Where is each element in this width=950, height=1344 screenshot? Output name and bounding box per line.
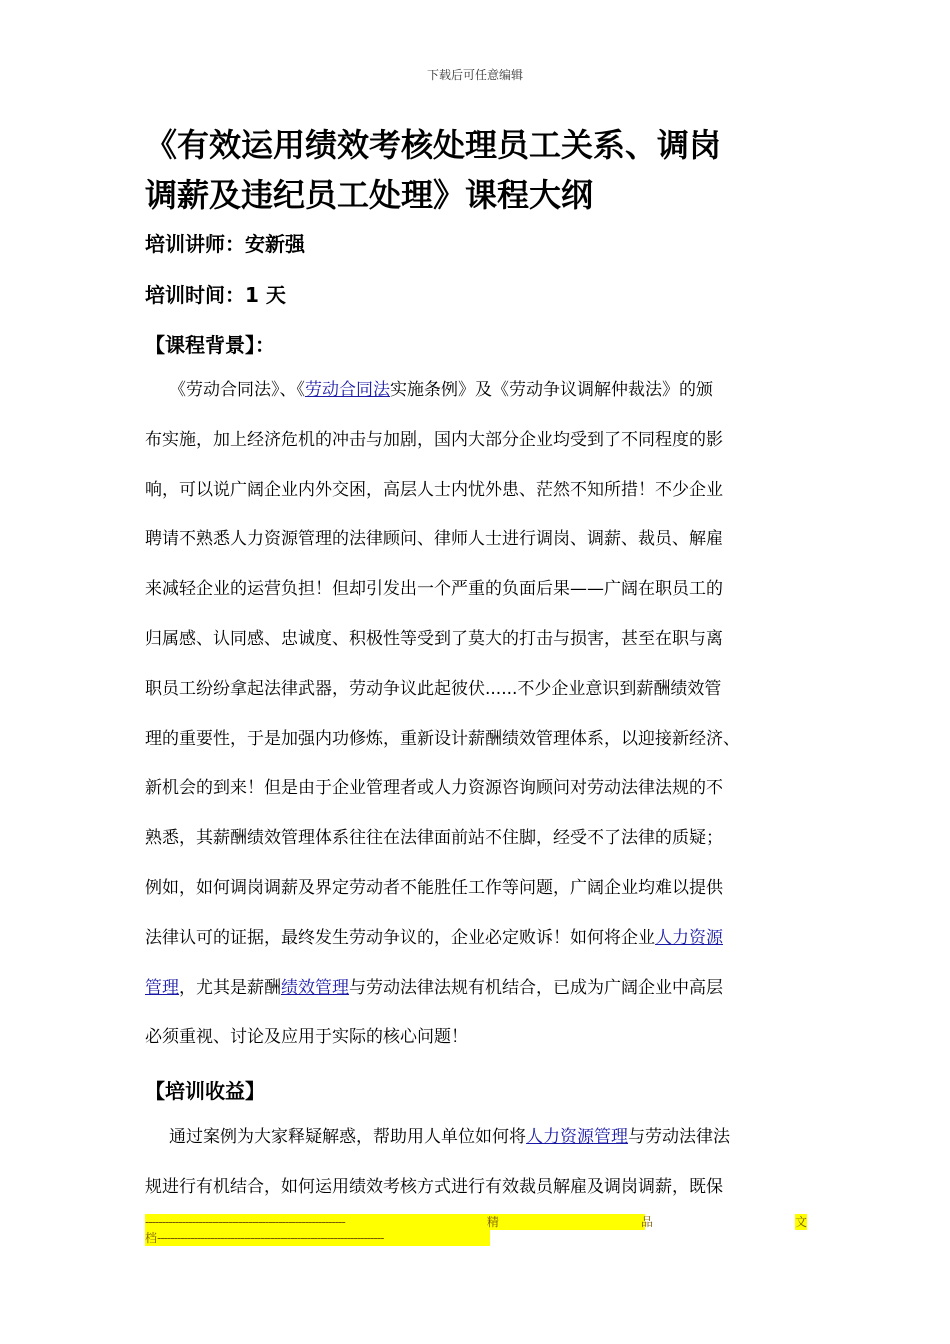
text-segment: ，尤其是薪酬 [179,977,281,998]
background-line: 新机会的到来！但是由于企业管理者或人力资源咨询顾问对劳动法律法规的不 [145,778,723,799]
link-hr-management[interactable]: 人力资源管理 [526,1127,628,1147]
link-labor-contract-law[interactable]: 劳动合同法 [305,380,390,400]
background-line: 来减轻企业的运营负担！但却引发出一个严重的负面后果——广阔在职员工的 [145,579,723,600]
background-line: 例如，如何调岗调薪及界定劳动者不能胜任工作等问题，广阔企业均难以提供 [145,877,723,898]
background-line [145,914,810,964]
text-segment: 法律认可的证据，最终发生劳动争议的，企业必定败诉！如何将企业 [145,927,655,948]
text-segment: 与劳动法律法 [628,1127,730,1147]
benefits-paragraph [145,1113,810,1213]
text-segment: 通过案例为大家释疑解惑，帮助用人单位如何将 [169,1127,526,1147]
footer-char: 档 [145,1231,158,1245]
footer-watermark [145,1214,807,1246]
text-segment: 与劳动法律法规有机结合，已成为广阔企业中高层 [349,977,723,998]
text-segment: 《劳动合同法》、《 [169,380,305,400]
footer-dashes: ------------------------------------------------------------ [145,1215,345,1229]
background-paragraph [145,366,810,1063]
lecturer-line: 培训讲师：安新强 [145,232,305,256]
footer-char: 精 [486,1215,499,1229]
background-line: 聘请不熟悉人力资源管理的法律顾问、律师人士进行调岗、调薪、裁员、解雇 [145,529,723,550]
link-human-resources[interactable]: 人力资源 [655,927,723,948]
title-line-1: 《有效运用绩效考核处理员工关系、调岗 [145,126,722,164]
link-performance-management[interactable]: 绩效管理 [281,977,349,998]
background-line: 布实施，加上经济危机的冲击与加剧，国内大部分企业均受到了不同程度的影 [145,429,723,450]
benefits-line: 规进行有机结合，如何运用绩效考核方式进行有效裁员解雇及调岗调薪，既保 [145,1176,723,1197]
document-title [145,120,825,220]
background-line: 职员工纷纷拿起法律武器，劳动争议此起彼伏......不少企业意识到薪酬绩效管 [145,678,722,699]
background-line: 必须重视、讨论及应用于实际的核心问题！ [145,1027,468,1048]
background-line: 响，可以说广阔企业内外交困，高层人士内忧外患、茫然不知所措！不少企业 [145,479,723,500]
benefits-heading: 【培训收益】 [145,1079,265,1103]
background-line [145,366,810,416]
header-note: 下载后可任意编辑 [426,68,523,82]
background-line [145,964,810,1014]
footer-char: 品 [640,1215,653,1229]
duration-line: 培训时间：1 天 [145,283,286,307]
title-line-2: 调薪及违纪员工处理》课程大纲 [145,176,594,214]
background-heading: 【课程背景】： [145,333,275,357]
background-line: 熟悉，其薪酬绩效管理体系往往在法律面前站不住脚，经受不了法律的质疑； [145,828,723,849]
link-management[interactable]: 管理 [145,977,179,998]
footer-row-1 [145,1214,807,1230]
footer-char: 文 [794,1215,807,1229]
background-line: 归属感、认同感、忠诚度、积极性等受到了莫大的打击与损害，甚至在职与离 [145,628,723,649]
footer-row-2 [145,1230,490,1246]
footer-dashes: -------------------------------------------------------------------- [157,1231,384,1245]
benefits-line [145,1113,810,1163]
text-segment: 实施条例》及《劳动争议调解仲裁法》的颁 [390,380,713,400]
background-line: 理的重要性，于是加强内功修炼，重新设计薪酬绩效管理体系，以迎接新经济、 [145,728,740,749]
